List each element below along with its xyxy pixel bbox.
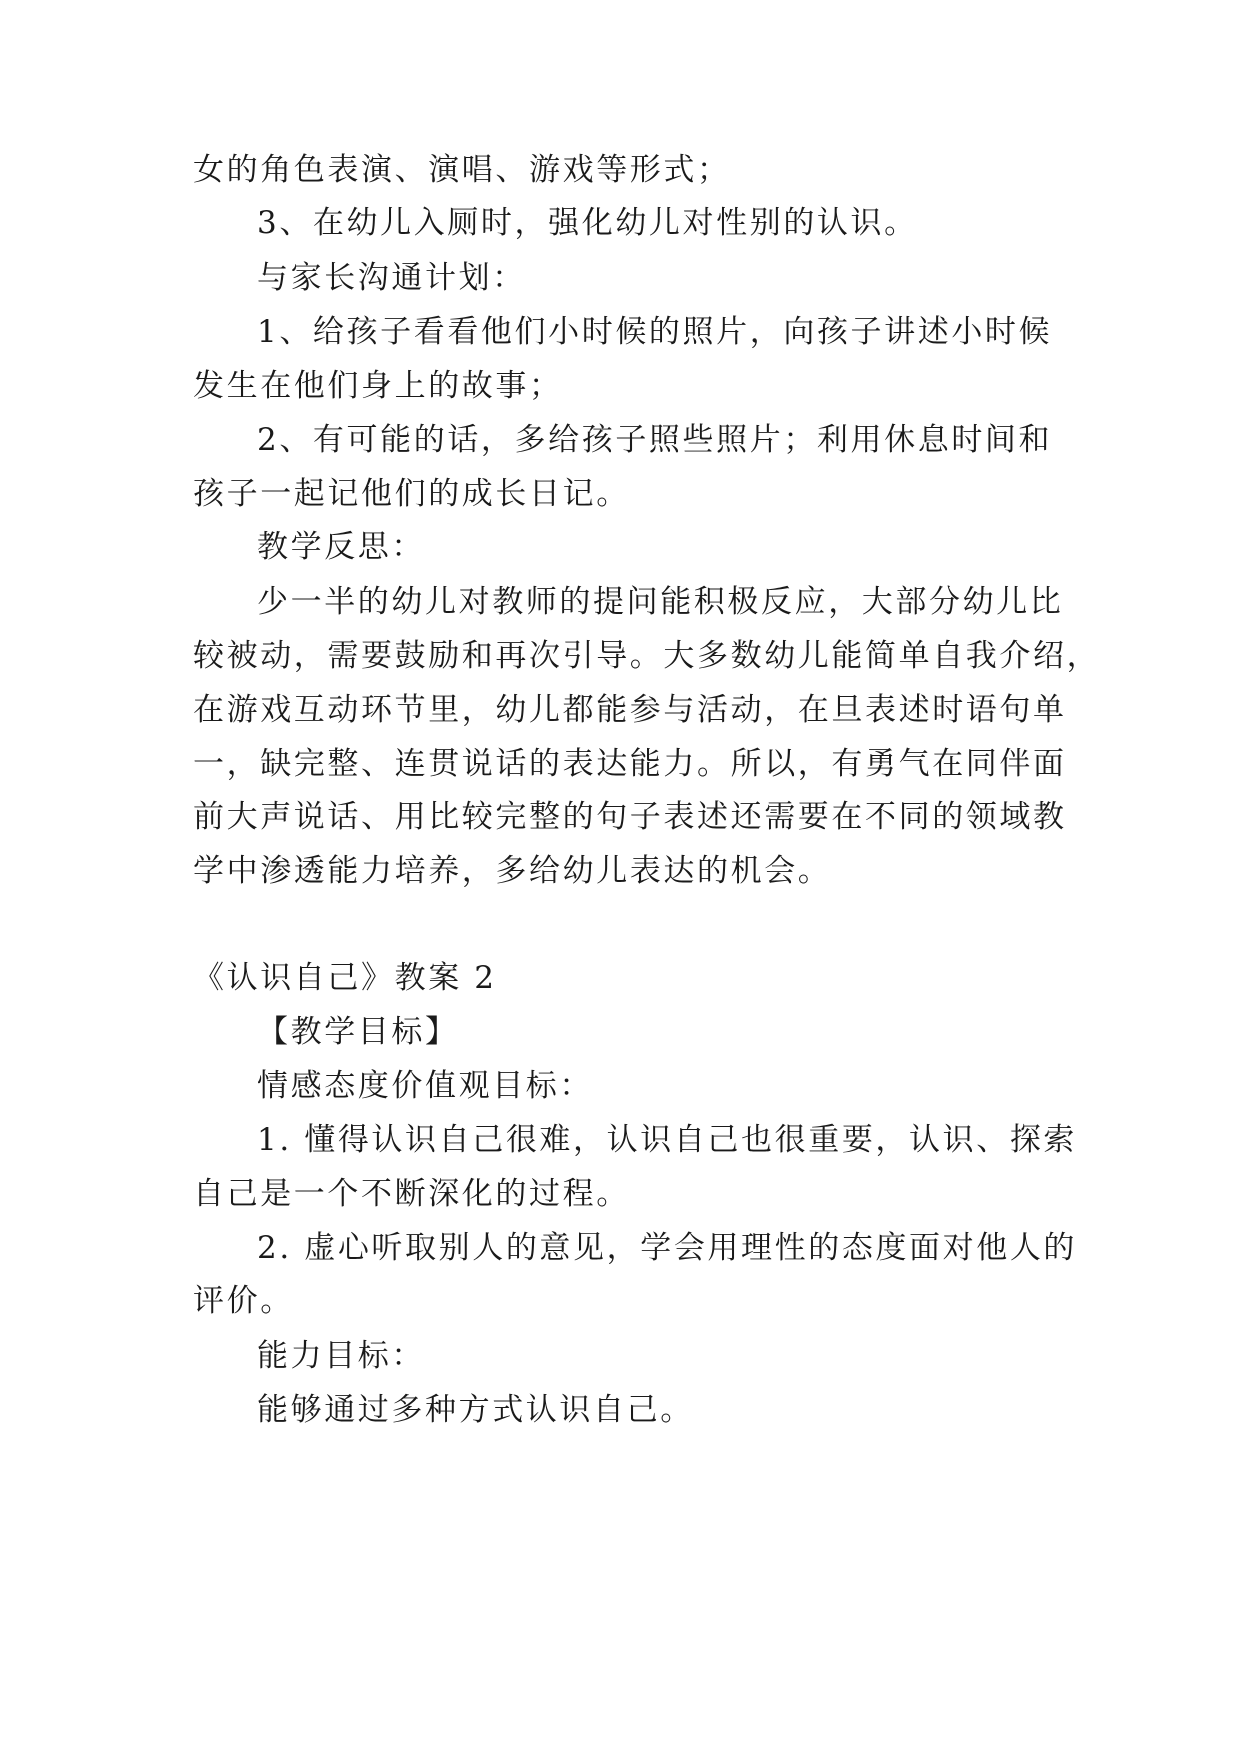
reflection-paragraph: 少一半的幼儿对教师的提问能积极反应，大部分幼儿比 [257, 584, 1064, 620]
parent-item-2: 2、有可能的话，多给孩子照些照片；利用休息时间和 [257, 422, 1053, 458]
objectives-heading: 【教学目标】 [257, 1014, 459, 1050]
reflection-heading: 教学反思： [257, 529, 425, 565]
reflection-paragraph: 学中渗透能力培养，多给幼儿表达的机会。 [193, 853, 832, 889]
section-title: 《认识自己》教案 2 [193, 960, 497, 996]
emotion-goals-heading: 情感态度价值观目标： [257, 1068, 593, 1104]
reflection-paragraph: 前大声说话、用比较完整的句子表述还需要在不同的领域教 [193, 799, 1067, 835]
parent-item-1: 1、给孩子看看他们小时候的照片，向孩子讲述小时候 [257, 314, 1053, 350]
reflection-paragraph: 较被动，需要鼓励和再次引导。大多数幼儿能简单自我介绍， [193, 638, 1101, 674]
goal-item-2: 2. 虚心听取别人的意见，学会用理性的态度面对他人的 [257, 1230, 1078, 1266]
parent-item-2-cont: 孩子一起记他们的成长日记。 [193, 476, 630, 512]
goal-item-1: 1. 懂得认识自己很难，认识自己也很重要，认识、探索 [257, 1122, 1078, 1158]
parent-item-1-cont: 发生在他们身上的故事； [193, 368, 563, 404]
list-item-3: 3、在幼儿入厕时，强化幼儿对性别的认识。 [257, 205, 918, 241]
goal-item-1-cont: 自己是一个不断深化的过程。 [193, 1176, 630, 1212]
reflection-paragraph: 在游戏互动环节里，幼儿都能参与活动，在旦表述时语句单 [193, 692, 1067, 728]
goal-item-2-cont: 评价。 [193, 1283, 294, 1319]
ability-item: 能够通过多种方式认识自己。 [257, 1392, 694, 1428]
ability-goals-heading: 能力目标： [257, 1338, 425, 1374]
text-line: 女的角色表演、演唱、游戏等形式； [193, 152, 731, 188]
parent-plan-heading: 与家长沟通计划： [257, 260, 526, 296]
reflection-paragraph: 一，缺完整、连贯说话的表达能力。所以，有勇气在同伴面 [193, 746, 1067, 782]
